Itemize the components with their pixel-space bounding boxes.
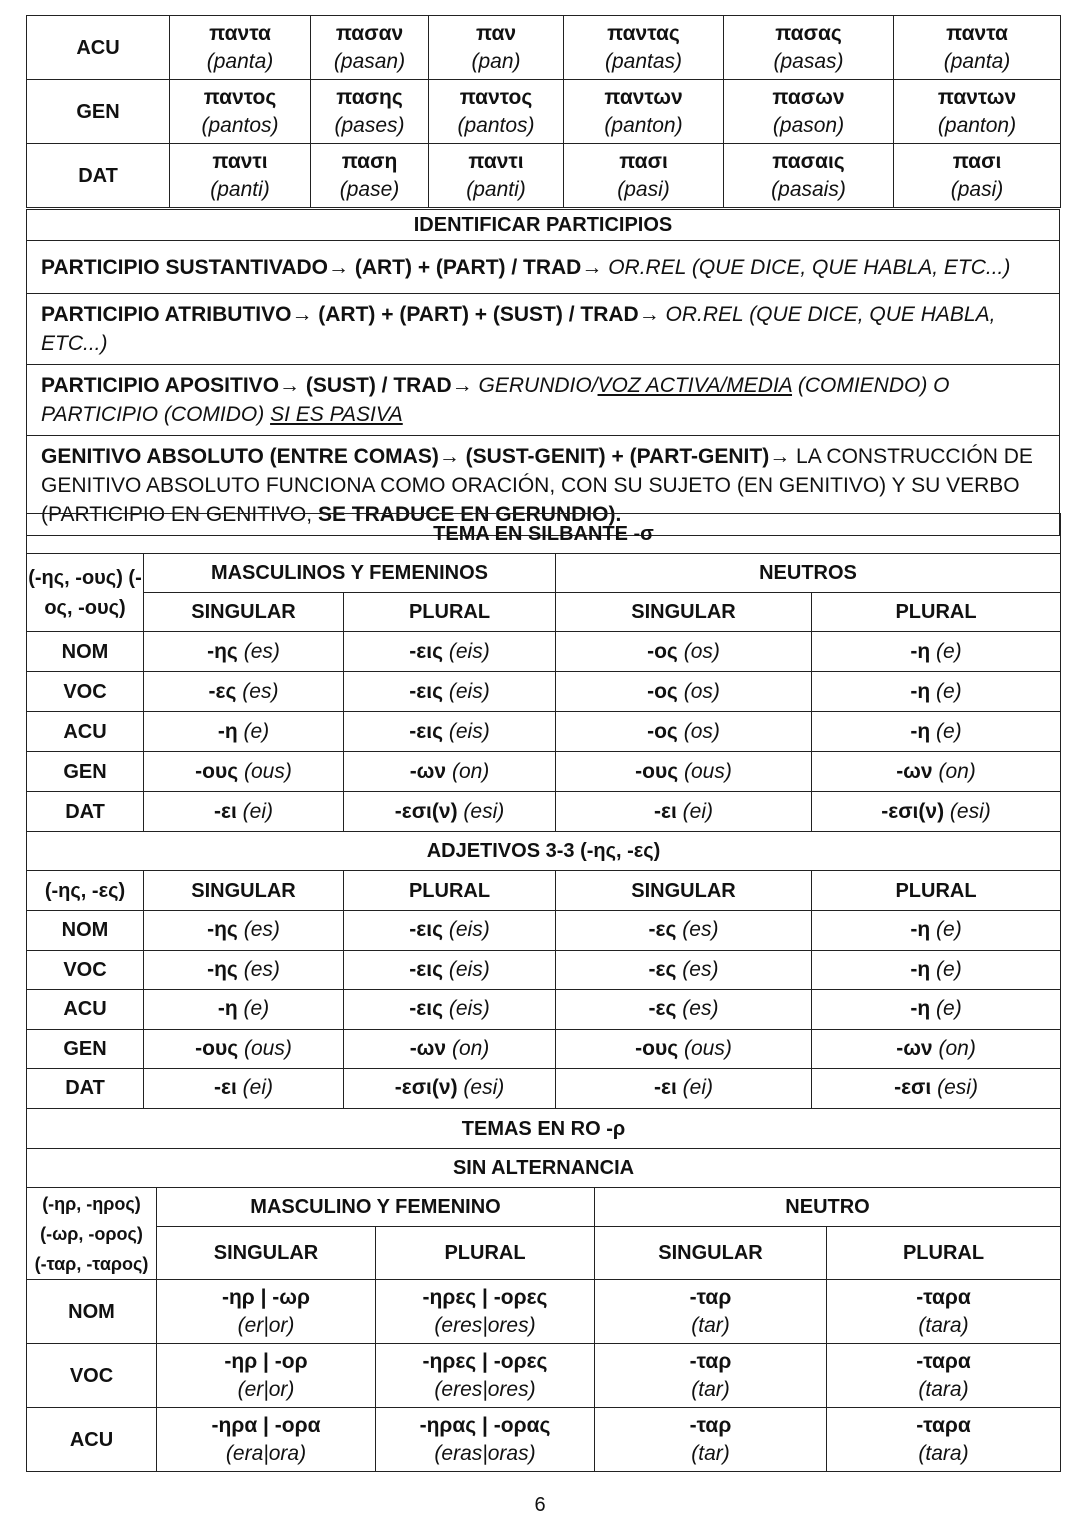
adjetivos-pl-header: PLURAL	[812, 871, 1061, 911]
greek-form: παντας	[607, 21, 680, 45]
silbante-sg-header: SINGULAR	[556, 593, 812, 632]
case-label: ACU	[27, 990, 144, 1030]
silbante-n-header: NEUTROS	[556, 554, 1061, 593]
ro-mf-header: MASCULINO Y FEMENINO	[157, 1188, 595, 1227]
ending-translit: (e)	[936, 957, 962, 981]
form-cell	[311, 144, 429, 208]
ending-translit: (es)	[682, 957, 719, 981]
ending-translit: (e)	[243, 997, 270, 1021]
ending-cell	[812, 712, 1061, 752]
ending-greek: -η	[910, 679, 931, 703]
ending-translit: (ei)	[242, 1076, 273, 1100]
ending-cell	[344, 712, 556, 752]
ending-translit: (era|ora)	[225, 1441, 307, 1465]
ending-cell	[144, 1069, 344, 1109]
ending-greek: -ει	[654, 799, 677, 823]
participles-table	[26, 209, 1060, 536]
form-cell	[894, 144, 1061, 208]
ending-translit: (e)	[936, 997, 962, 1021]
ro-pl-header: PLURAL	[376, 1227, 595, 1280]
ending-translit: (on)	[451, 1036, 490, 1060]
ending-translit: (ous)	[683, 759, 732, 783]
adjetivos-title: ADJETIVOS 3-3 (-ης, -ες)	[27, 832, 1061, 871]
transliteration: (pantas)	[604, 49, 683, 73]
ro-subtitle: SIN ALTERNANCIA	[27, 1149, 1061, 1188]
greek-form: παντος	[459, 85, 533, 109]
ending-translit: (tar)	[691, 1377, 730, 1401]
transliteration: (panton)	[604, 113, 683, 137]
form-cell	[894, 80, 1061, 144]
ending-translit: (os)	[683, 639, 720, 663]
ending-greek: -η	[910, 719, 931, 743]
ending-cell	[344, 950, 556, 990]
form-cell	[429, 144, 564, 208]
ending-cell	[144, 712, 344, 752]
ending-cell	[595, 1408, 827, 1472]
case-label: ACU	[27, 16, 170, 80]
form-cell	[311, 80, 429, 144]
form-cell	[429, 16, 564, 80]
ending-translit: (e)	[243, 719, 270, 743]
silbante-sg-header: SINGULAR	[144, 593, 344, 632]
ending-greek: -εις	[409, 957, 444, 981]
ending-greek: -ων	[896, 1036, 933, 1060]
ending-translit: (tara)	[918, 1377, 969, 1401]
ending-cell	[812, 752, 1061, 792]
participio-apositivo: PARTICIPIO APOSITIVO→ (SUST) / TRAD→ GERUNDIO/VOZ ACTIVA/MEDIA (COMIENDO) O PARTICIPIO (COMIDO) SI ES PASIVA	[27, 365, 1060, 436]
ending-cell	[144, 752, 344, 792]
ending-cell	[556, 1029, 812, 1069]
page-number: 6	[534, 1494, 546, 1516]
adjetivos-table	[26, 831, 1061, 1109]
ending-translit: (esi)	[937, 1076, 978, 1100]
ending-cell	[556, 792, 812, 832]
ending-greek: -ης	[207, 639, 238, 663]
participio-atributivo: PARTICIPIO ATRIBUTIVO→ (ART) + (PART) + (SUST) / TRAD→ OR.REL (QUE DICE, QUE HABLA, ETC...)	[27, 294, 1060, 365]
case-label: ACU	[27, 712, 144, 752]
ending-greek: -εσι(ν)	[394, 1076, 458, 1100]
ending-cell	[144, 950, 344, 990]
ending-translit: (ei)	[682, 1076, 713, 1100]
ending-translit: (es)	[243, 957, 280, 981]
form-cell	[170, 144, 311, 208]
ending-cell	[144, 632, 344, 672]
case-label: NOM	[27, 1280, 157, 1344]
ending-cell	[827, 1408, 1061, 1472]
ending-translit: (tar)	[691, 1441, 730, 1465]
transliteration: (panti)	[466, 177, 526, 201]
ro-sg-header: SINGULAR	[157, 1227, 376, 1280]
ending-greek: -εσι(ν)	[881, 799, 945, 823]
ending-cell	[556, 712, 812, 752]
case-label: NOM	[27, 911, 144, 951]
participles-title: IDENTIFICAR PARTICIPIOS	[27, 210, 1060, 241]
ending-cell	[144, 792, 344, 832]
ending-greek: -ταρα	[916, 1349, 971, 1373]
greek-form: παντα	[209, 21, 271, 45]
ro-title: TEMAS EN RO -ρ	[27, 1109, 1061, 1149]
ending-cell	[556, 990, 812, 1030]
ending-cell	[144, 1029, 344, 1069]
ending-greek: -ηρ | -ορ	[224, 1349, 308, 1373]
ending-cell	[812, 1069, 1061, 1109]
ending-greek: -ηρας | -ορας	[419, 1413, 551, 1437]
form-cell	[724, 16, 894, 80]
ending-translit: (er|or)	[237, 1313, 295, 1337]
ending-translit: (es)	[682, 997, 719, 1021]
ending-translit: (eis)	[448, 719, 490, 743]
form-cell	[170, 16, 311, 80]
ending-translit: (e)	[936, 719, 962, 743]
case-label: DAT	[27, 144, 170, 208]
ending-cell	[812, 911, 1061, 951]
case-label: NOM	[27, 632, 144, 672]
ending-cell	[556, 632, 812, 672]
ending-cell	[376, 1280, 595, 1344]
ending-cell	[812, 990, 1061, 1030]
greek-form: παντων	[937, 85, 1017, 109]
ending-cell	[376, 1344, 595, 1408]
transliteration: (panta)	[943, 49, 1011, 73]
form-cell	[170, 80, 311, 144]
ending-greek: -ους	[195, 759, 239, 783]
ending-cell	[344, 1069, 556, 1109]
ending-greek: -ος	[647, 639, 678, 663]
ending-greek: -εις	[409, 918, 444, 942]
ending-translit: (tar)	[691, 1313, 730, 1337]
ending-cell	[812, 1029, 1061, 1069]
adjetivos-sg-header: SINGULAR	[144, 871, 344, 911]
ending-greek: -εσι(ν)	[394, 799, 458, 823]
ending-translit: (es)	[243, 639, 280, 663]
ending-translit: (eras|oras)	[434, 1441, 536, 1465]
case-label: ACU	[27, 1408, 157, 1472]
ro-table	[26, 1108, 1061, 1472]
transliteration: (panton)	[937, 113, 1017, 137]
ending-cell	[344, 990, 556, 1030]
greek-form: πασαις	[772, 149, 845, 173]
ending-cell	[812, 632, 1061, 672]
ending-greek: -ταρα	[916, 1413, 971, 1437]
ending-greek: -η	[910, 997, 931, 1021]
genitivo-absoluto: GENITIVO ABSOLUTO (ENTRE COMAS)→ (SUST-GENIT) + (PART-GENIT)→ LA CONSTRUCCIÓN DE GENITIVO ABSOLUTO FUNCIONA COMO ORACIÓN, CON SU SUJETO (EN GENITIVO) Y SU VERBO (PARTICIPIO EN GENITIVO, SE TRADUCE EN GERUNDIO).	[27, 436, 1060, 536]
silbante-table	[26, 513, 1061, 832]
ending-greek: -ης	[207, 918, 238, 942]
ending-greek: -ος	[647, 719, 678, 743]
transliteration: (pan)	[471, 49, 521, 73]
silbante-title: TEMA EN SILBANTE -σ	[27, 514, 1061, 554]
greek-form: πασων	[772, 85, 845, 109]
ending-translit: (esi)	[463, 799, 505, 823]
form-cell	[894, 16, 1061, 80]
greek-form: πασαν	[335, 21, 404, 45]
ending-greek: -η	[910, 957, 931, 981]
greek-form: παντι	[212, 149, 268, 173]
ending-greek: -ει	[654, 1076, 677, 1100]
ending-translit: (ei)	[682, 799, 713, 823]
ending-cell	[344, 911, 556, 951]
case-label: GEN	[27, 1029, 144, 1069]
form-cell	[724, 144, 894, 208]
ending-cell	[157, 1280, 376, 1344]
ending-translit: (tara)	[918, 1441, 969, 1465]
case-label: VOC	[27, 672, 144, 712]
ending-cell	[157, 1344, 376, 1408]
ending-greek: -ταρ	[689, 1285, 732, 1309]
ending-translit: (e)	[936, 679, 962, 703]
form-cell	[564, 16, 724, 80]
ending-cell	[144, 911, 344, 951]
ending-cell	[344, 752, 556, 792]
ending-translit: (eis)	[448, 918, 490, 942]
transliteration: (pasan)	[333, 49, 406, 73]
greek-form: πασι	[952, 149, 1002, 173]
ro-n-header: NEUTRO	[595, 1188, 1061, 1227]
participio-sustantivado: PARTICIPIO SUSTANTIVADO→ (ART) + (PART) / TRAD→ OR.REL (QUE DICE, QUE HABLA, ETC...)	[27, 241, 1060, 294]
transliteration: (pasi)	[950, 177, 1004, 201]
ending-cell	[556, 950, 812, 990]
ending-translit: (ous)	[683, 1036, 732, 1060]
form-cell	[429, 80, 564, 144]
ending-greek: -ων	[409, 759, 447, 783]
ending-translit: (es)	[242, 679, 279, 703]
ending-greek: -εις	[409, 679, 444, 703]
ending-cell	[376, 1408, 595, 1472]
pas-table	[26, 15, 1061, 208]
ending-translit: (os)	[683, 719, 720, 743]
ending-translit: (eis)	[448, 957, 490, 981]
case-label: GEN	[27, 80, 170, 144]
form-cell	[564, 80, 724, 144]
silbante-pl-header: PLURAL	[812, 593, 1061, 632]
ending-greek: -ους	[195, 1036, 239, 1060]
ending-translit: (ous)	[243, 759, 292, 783]
ending-greek: -η	[910, 639, 931, 663]
adjetivos-sg-header: SINGULAR	[556, 871, 812, 911]
ending-cell	[344, 792, 556, 832]
ending-cell	[344, 1029, 556, 1069]
ending-translit: (on)	[938, 1036, 976, 1060]
greek-form: παν	[475, 21, 517, 45]
ending-greek: -ηρες | -ορες	[422, 1285, 548, 1309]
form-cell	[724, 80, 894, 144]
case-label: VOC	[27, 1344, 157, 1408]
ending-translit: (eis)	[448, 639, 490, 663]
ending-greek: -εις	[409, 639, 444, 663]
case-label: DAT	[27, 1069, 144, 1109]
ending-greek: -ους	[635, 1036, 679, 1060]
ending-greek: -ων	[409, 1036, 447, 1060]
ending-translit: (esi)	[463, 1076, 505, 1100]
ending-cell	[556, 752, 812, 792]
ending-translit: (es)	[682, 918, 719, 942]
ro-sg-header: SINGULAR	[595, 1227, 827, 1280]
transliteration: (pasais)	[771, 177, 846, 201]
ro-pl-header: PLURAL	[827, 1227, 1061, 1280]
ending-cell	[144, 672, 344, 712]
ending-greek: -ες	[648, 918, 677, 942]
ending-cell	[812, 672, 1061, 712]
ending-greek: -εις	[409, 997, 444, 1021]
silbante-pl-header: PLURAL	[344, 593, 556, 632]
ending-translit: (ous)	[243, 1036, 292, 1060]
ending-cell	[595, 1344, 827, 1408]
ending-translit: (ei)	[242, 799, 273, 823]
ending-greek: -ταρ	[689, 1413, 732, 1437]
ending-cell	[556, 1069, 812, 1109]
transliteration: (pases)	[334, 113, 405, 137]
ending-greek: -ες	[648, 997, 677, 1021]
silbante-mf-header: MASCULINOS Y FEMENINOS	[144, 554, 556, 593]
ending-greek: -ει	[214, 799, 237, 823]
transliteration: (panta)	[206, 49, 274, 73]
ending-cell	[144, 990, 344, 1030]
ending-greek: -ος	[647, 679, 678, 703]
case-label: VOC	[27, 950, 144, 990]
case-label: DAT	[27, 792, 144, 832]
ending-greek: -ηρες | -ορες	[422, 1349, 548, 1373]
ending-cell	[595, 1280, 827, 1344]
ending-cell	[556, 672, 812, 712]
form-cell	[564, 144, 724, 208]
ending-greek: -ης	[207, 957, 238, 981]
ending-greek: -ηρα | -ορα	[211, 1413, 321, 1437]
ending-translit: (on)	[938, 759, 976, 783]
transliteration: (pasas)	[773, 49, 844, 73]
transliteration: (pantos)	[201, 113, 279, 137]
adjetivos-pl-header: PLURAL	[344, 871, 556, 911]
greek-form: παντων	[604, 85, 683, 109]
transliteration: (pasi)	[617, 177, 670, 201]
form-cell	[311, 16, 429, 80]
ending-greek: -εσι	[894, 1076, 932, 1100]
ending-greek: -η	[910, 918, 931, 942]
ending-greek: -ει	[214, 1076, 237, 1100]
ending-translit: (eis)	[448, 679, 490, 703]
ending-greek: -ες	[648, 957, 677, 981]
greek-form: παντι	[468, 149, 524, 173]
greek-form: παντος	[203, 85, 277, 109]
ending-greek: -ους	[635, 759, 679, 783]
ending-cell	[344, 632, 556, 672]
ending-translit: (os)	[683, 679, 720, 703]
ending-translit: (e)	[936, 639, 962, 663]
transliteration: (pason)	[772, 113, 845, 137]
ending-cell	[344, 672, 556, 712]
adjetivos-label: (-ης, -ες)	[27, 871, 144, 911]
ending-translit: (on)	[451, 759, 490, 783]
ending-greek: -η	[217, 719, 238, 743]
greek-form: πασι	[619, 149, 668, 173]
silbante-label: (-ης, -ους) (-ος, -ους)	[27, 554, 144, 632]
ending-greek: -εις	[409, 719, 444, 743]
ending-greek: -ηρ | -ωρ	[221, 1285, 311, 1309]
ending-translit: (eis)	[448, 997, 490, 1021]
ending-translit: (eres|ores)	[434, 1377, 536, 1401]
transliteration: (panti)	[210, 177, 270, 201]
ending-cell	[556, 911, 812, 951]
case-label: GEN	[27, 752, 144, 792]
ending-translit: (es)	[243, 918, 280, 942]
ending-cell	[812, 792, 1061, 832]
greek-form: παντα	[946, 21, 1008, 45]
transliteration: (pase)	[339, 177, 400, 201]
transliteration: (pantos)	[457, 113, 535, 137]
ending-translit: (e)	[936, 918, 962, 942]
ending-translit: (esi)	[949, 799, 991, 823]
ro-label: (-ηρ, -ηρος) (-ωρ, -ορος) (-ταρ, -ταρος)	[27, 1188, 157, 1280]
ending-cell	[812, 950, 1061, 990]
ending-greek: -ταρ	[689, 1349, 732, 1373]
ending-translit: (eres|ores)	[434, 1313, 536, 1337]
ending-cell	[157, 1408, 376, 1472]
greek-form: πασης	[336, 85, 403, 109]
greek-form: παση	[341, 149, 398, 173]
ending-greek: -ων	[896, 759, 933, 783]
ending-greek: -ταρα	[916, 1285, 971, 1309]
greek-form: πασας	[775, 21, 842, 45]
ending-translit: (er|or)	[237, 1377, 295, 1401]
ending-greek: -η	[217, 997, 238, 1021]
ending-cell	[827, 1280, 1061, 1344]
ending-cell	[827, 1344, 1061, 1408]
ending-greek: -ες	[208, 679, 237, 703]
ending-translit: (tara)	[918, 1313, 969, 1337]
